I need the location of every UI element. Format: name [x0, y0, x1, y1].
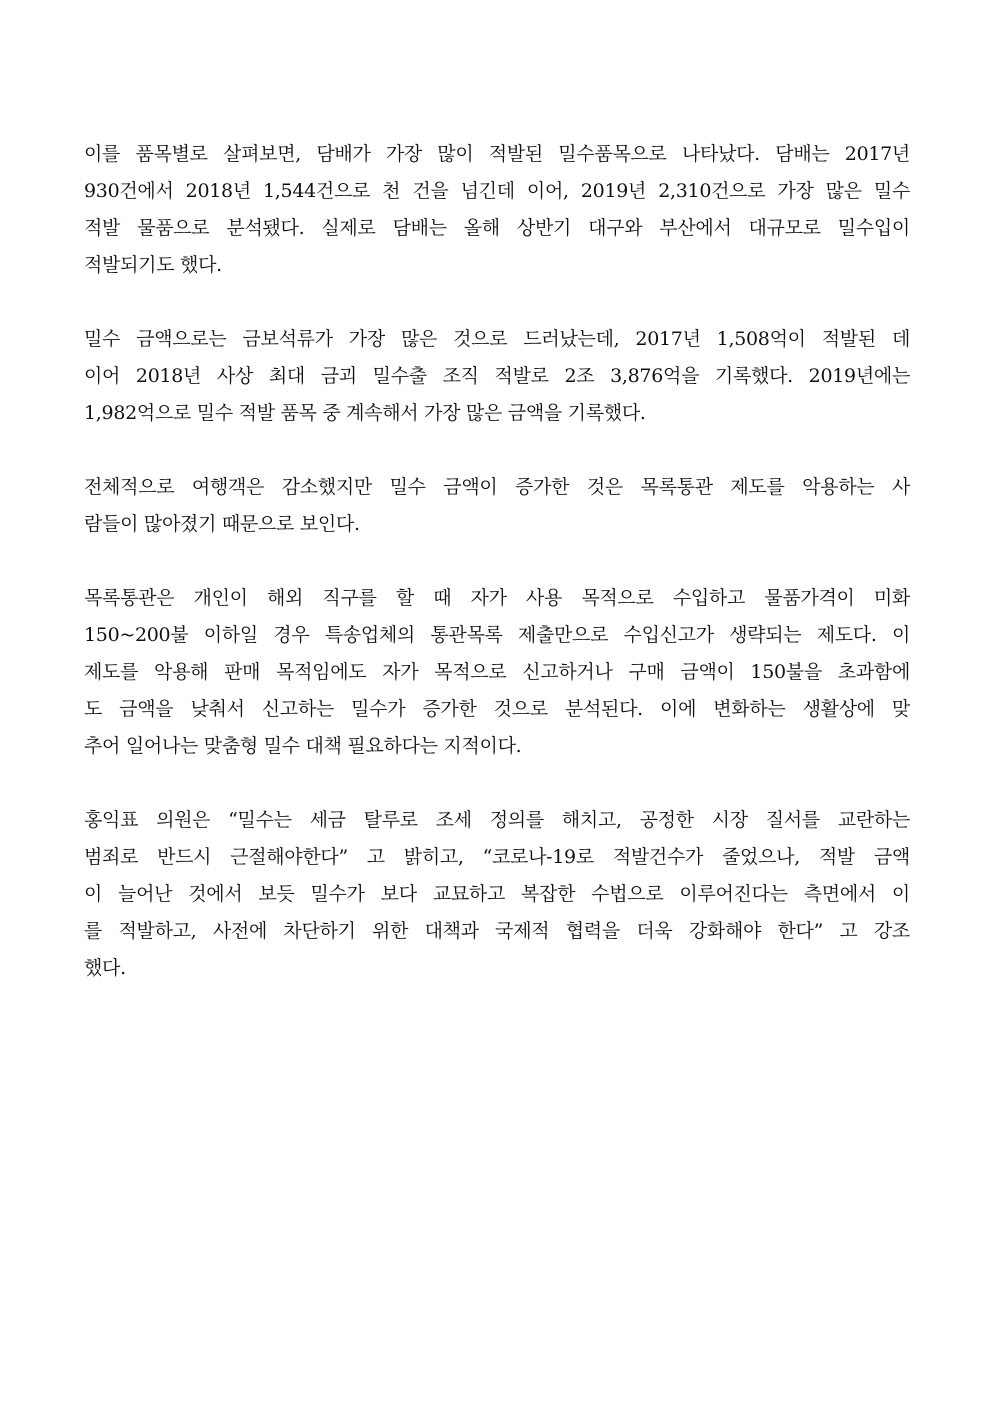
text-line: 150~200불 이하일 경우 특송업체의 통관목록 제출만으로 수입신고가 생략되는 제도다. 이 — [84, 624, 910, 646]
paragraph-list-clearance-abuse — [84, 469, 910, 543]
text-line: 적발 물품으로 분석됐다. 실제로 담배는 올해 상반기 대구와 부산에서 대규모로 밀수입이 — [84, 217, 910, 239]
paragraph-tobacco — [84, 136, 910, 284]
paragraph-quote — [84, 802, 910, 987]
text-line: 추어 일어나는 맞춤형 밀수 대책 필요하다는 지적이다. — [84, 735, 522, 757]
text-line: 밀수 금액으로는 금보석류가 가장 많은 것으로 드러났는데, 2017년 1,508억이 적발된 데 — [84, 328, 910, 350]
text-line: 목록통관은 개인이 해외 직구를 할 때 자가 사용 목적으로 수입하고 물품가격이 미화 — [84, 587, 910, 609]
text-line: 930건에서 2018년 1,544건으로 천 건을 넘긴데 이어, 2019년 2,310건으로 가장 많은 밀수 — [84, 180, 910, 202]
document-body — [84, 136, 910, 1024]
text-line: 이를 품목별로 살펴보면, 담배가 가장 많이 적발된 밀수품목으로 나타났다. 담배는 2017년 — [84, 143, 910, 165]
text-line: 홍익표 의원은 “밀수는 세금 탈루로 조세 정의를 해치고, 공정한 시장 질서를 교란하는 — [84, 809, 910, 831]
text-line: 전체적으로 여행객은 감소했지만 밀수 금액이 증가한 것은 목록통관 제도를 악용하는 사 — [84, 476, 910, 498]
text-line: 이어 2018년 사상 최대 금괴 밀수출 조직 적발로 2조 3,876억을 기록했다. 2019년에는 — [84, 365, 910, 387]
paragraph-gold-jewelry — [84, 321, 910, 432]
text-line: 를 적발하고, 사전에 차단하기 위한 대책과 국제적 협력을 더욱 강화해야 한다” 고 강조 — [84, 920, 910, 942]
text-line: 했다. — [84, 957, 126, 979]
text-line: 범죄로 반드시 근절해야한다” 고 밝히고, “코로나-19로 적발건수가 줄었으나, 적발 금액 — [84, 846, 910, 868]
paragraph-list-clearance-definition — [84, 580, 910, 765]
text-line: 1,982억으로 밀수 적발 품목 중 계속해서 가장 많은 금액을 기록했다. — [84, 402, 646, 424]
text-line: 이 늘어난 것에서 보듯 밀수가 보다 교묘하고 복잡한 수법으로 이루어진다는 측면에서 이 — [84, 883, 910, 905]
text-line: 적발되기도 했다. — [84, 254, 222, 276]
text-line: 도 금액을 낮춰서 신고하는 밀수가 증가한 것으로 분석된다. 이에 변화하는 생활상에 맞 — [84, 698, 910, 720]
text-line: 람들이 많아졌기 때문으로 보인다. — [84, 513, 360, 535]
text-line: 제도를 악용해 판매 목적임에도 자가 목적으로 신고하거나 구매 금액이 150불을 초과함에 — [84, 661, 910, 683]
